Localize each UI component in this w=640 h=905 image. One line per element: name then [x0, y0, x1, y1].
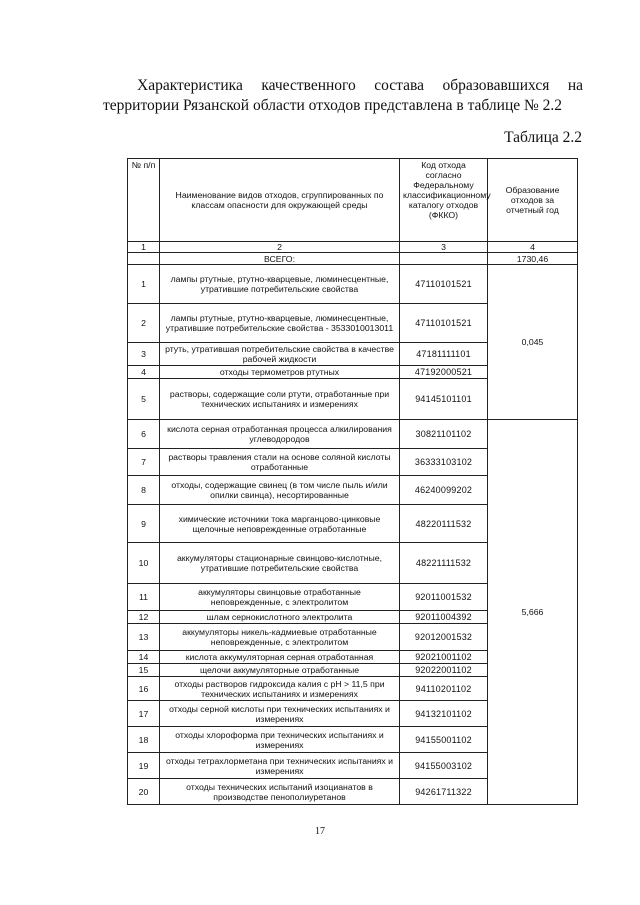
waste-code: 92012001532	[400, 624, 488, 651]
waste-name: лампы ртутные, ртутно-кварцевые, люминесцентные, утратившие потребительские свойства - 3533010013011	[160, 304, 400, 343]
waste-name: отходы хлороформа при технических испытаниях и измерениях	[160, 727, 400, 753]
page-number: 17	[315, 826, 325, 837]
header-num: № п/п	[128, 159, 160, 242]
row-number: 2	[128, 304, 160, 343]
waste-name: отходы термометров ртутных	[160, 366, 400, 379]
waste-table	[127, 158, 578, 805]
waste-code: 92021001102	[400, 651, 488, 664]
waste-code: 92022001102	[400, 664, 488, 677]
waste-code: 47110101521	[400, 304, 488, 343]
column-number: 2	[160, 242, 400, 253]
row-number: 3	[128, 343, 160, 366]
waste-name: кислота серная отработанная процесса алкилирования углеводородов	[160, 420, 400, 449]
row-number: 19	[128, 753, 160, 779]
waste-name: отходы, содержащие свинец (в том числе пыль и/или опилки свинца), несортированные	[160, 476, 400, 505]
group-amount: 5,666	[488, 420, 578, 805]
waste-name: отходы тетрахлорметана при технических испытаниях и измерениях	[160, 753, 400, 779]
row-number: 14	[128, 651, 160, 664]
waste-name: кислота аккумуляторная серная отработанная	[160, 651, 400, 664]
row-number: 10	[128, 543, 160, 584]
row-number: 13	[128, 624, 160, 651]
total-label: ВСЕГО:	[160, 253, 400, 265]
waste-code: 48220111532	[400, 505, 488, 543]
table-row	[128, 265, 578, 304]
total-row	[128, 253, 578, 265]
waste-code: 94261711322	[400, 779, 488, 805]
column-number: 3	[400, 242, 488, 253]
waste-code: 94155001102	[400, 727, 488, 753]
group-amount: 0,045	[488, 265, 578, 420]
waste-name: химические источники тока марганцово-цинковые щелочные неповрежденные отработанные	[160, 505, 400, 543]
header-code: Код отхода согласно Федеральному классификационному каталогу отходов (ФККО)	[400, 159, 488, 242]
waste-code: 47181111101	[400, 343, 488, 366]
total-code-cell	[400, 253, 488, 265]
column-number-row	[128, 242, 578, 253]
row-number: 16	[128, 677, 160, 701]
row-number: 20	[128, 779, 160, 805]
waste-name: отходы растворов гидроксида калия с pH > 11,5 при технических испытаниях и измерениях	[160, 677, 400, 701]
waste-code: 36333103102	[400, 449, 488, 476]
waste-code: 94145101101	[400, 379, 488, 420]
waste-name: лампы ртутные, ртутно-кварцевые, люминесцентные, утратившие потребительские свойства	[160, 265, 400, 304]
intro-paragraph	[103, 76, 583, 116]
waste-name: ртуть, утратившая потребительские свойства в качестве рабочей жидкости	[160, 343, 400, 366]
waste-code: 46240099202	[400, 476, 488, 505]
waste-code: 94132101102	[400, 701, 488, 727]
row-number: 1	[128, 265, 160, 304]
waste-name: аккумуляторы стационарные свинцово-кислотные, утратившие потребительские свойства	[160, 543, 400, 584]
row-number: 18	[128, 727, 160, 753]
row-number: 11	[128, 584, 160, 611]
waste-name: отходы серной кислоты при технических испытаниях и измерениях	[160, 701, 400, 727]
row-number: 5	[128, 379, 160, 420]
row-number: 6	[128, 420, 160, 449]
row-number: 4	[128, 366, 160, 379]
row-number: 7	[128, 449, 160, 476]
total-num-cell	[128, 253, 160, 265]
waste-code: 94155003102	[400, 753, 488, 779]
row-number: 17	[128, 701, 160, 727]
waste-code: 92011001532	[400, 584, 488, 611]
waste-code: 30821101102	[400, 420, 488, 449]
waste-name: щелочи аккумуляторные отработанные	[160, 664, 400, 677]
table-row	[128, 420, 578, 449]
column-number: 1	[128, 242, 160, 253]
waste-code: 48221111532	[400, 543, 488, 584]
table-header-row	[128, 159, 578, 242]
row-number: 8	[128, 476, 160, 505]
waste-code: 94110201102	[400, 677, 488, 701]
total-value: 1730,46	[488, 253, 578, 265]
waste-code: 47192000521	[400, 366, 488, 379]
waste-name: растворы, содержащие соли ртути, отработанные при технических испытаниях и измерениях	[160, 379, 400, 420]
waste-code: 47110101521	[400, 265, 488, 304]
row-number: 9	[128, 505, 160, 543]
column-number: 4	[488, 242, 578, 253]
waste-name: растворы травления стали на основе соляной кислоты отработанные	[160, 449, 400, 476]
row-number: 12	[128, 611, 160, 624]
waste-name: отходы технических испытаний изоцианатов в производстве пенополиуретанов	[160, 779, 400, 805]
header-name: Наименование видов отходов, сгруппированных по классам опасности для окружающей среды	[160, 159, 400, 242]
header-amount: Образование отходов за отчетный год	[488, 159, 578, 242]
row-number: 15	[128, 664, 160, 677]
table-caption: Таблица 2.2	[504, 129, 582, 146]
waste-name: аккумуляторы свинцовые отработанные неповрежденные, с электролитом	[160, 584, 400, 611]
intro-text: Характеристика качественного состава образовавшихся на территории Рязанской области отходов представлена в таблице № 2.2	[103, 77, 583, 114]
waste-name: шлам сернокислотного электролита	[160, 611, 400, 624]
waste-name: аккумуляторы никель-кадмиевые отработанные неповрежденные, с электролитом	[160, 624, 400, 651]
waste-code: 92011004392	[400, 611, 488, 624]
